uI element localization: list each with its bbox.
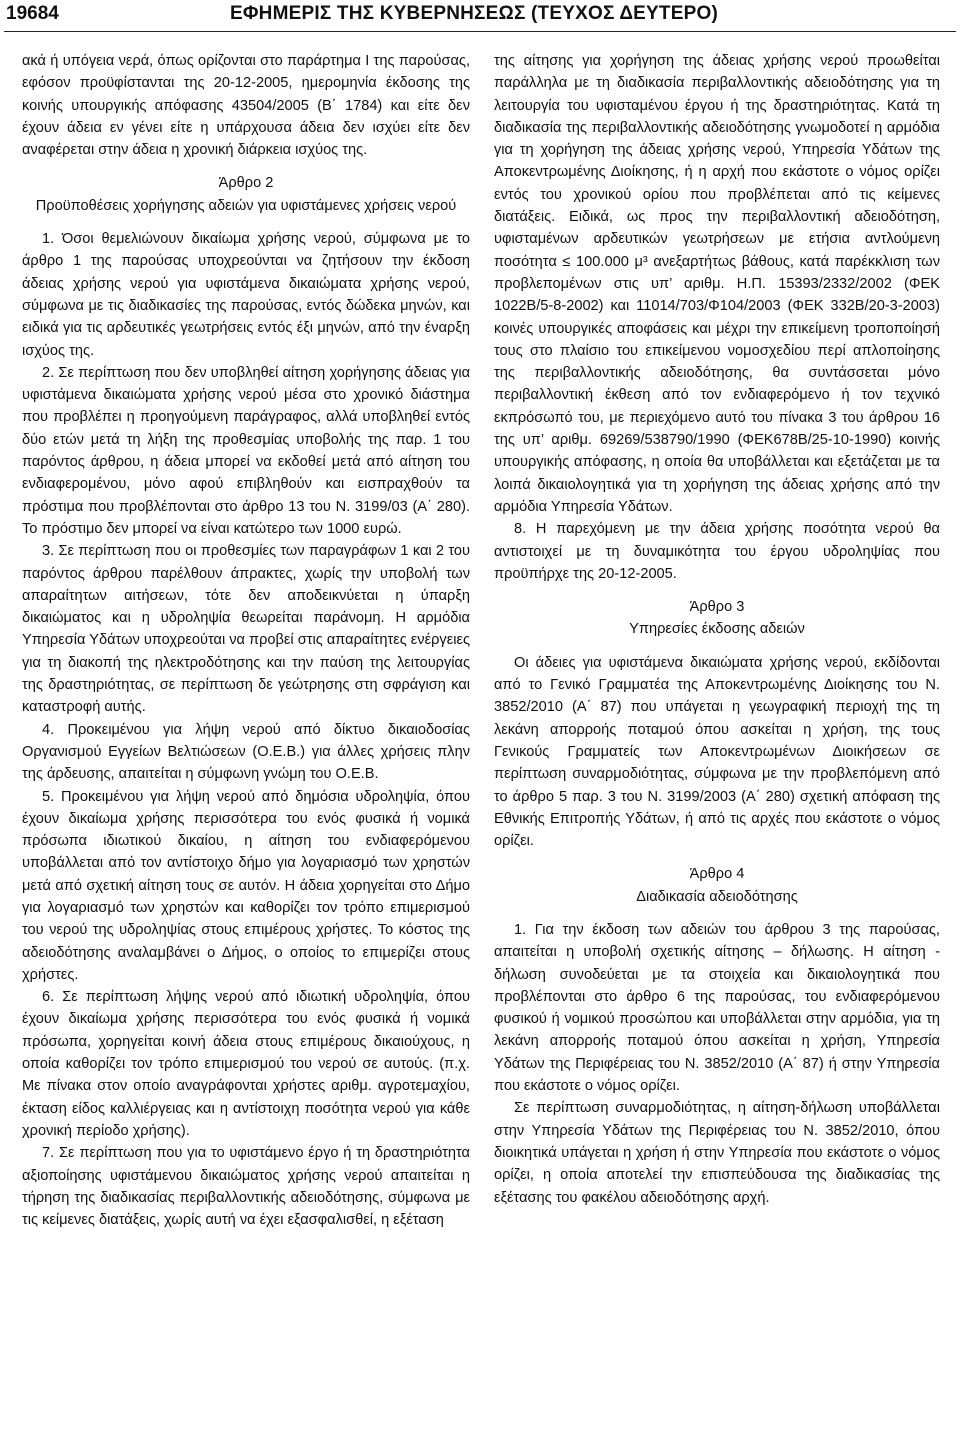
page-header [0, 0, 960, 28]
paragraph-intro: ακά ή υπόγεια νερά, όπως ορίζονται στο παράρτημα Ι της παρούσας, εφόσον προϋφίστανται της 20-12-2005, ημερομηνία έκδοσης της κοινής υπουργικής απόφασης 43504/2005 (Β΄ 1784) και είτε δεν έχουν άδεια εν γένει είτε η υπάρχουσα άδεια δεν ισχύει είτε δεν αναφέρεται στην άδεια η χρονική διάρκεια ισχύος της. [22, 53, 470, 159]
article-2-title: Προϋποθέσεις χορήγησης αδειών για υφιστάμενες χρήσεις νερού [35, 197, 457, 214]
article-2-paragraph-7-end: της αίτησης για χορήγηση της άδειας χρήσης νερού προωθείται παράλληλα με τη διαδικασία περιβαλλοντικής αδειοδότησης για τη λειτουργία του υφισταμένου έργου ή της δραστηριότητας. Κατά τη διαδικασία της περιβαλλοντικής αδειοδότησης γνωμοδοτεί η αρμόδια για τη χορήγηση της άδειας χρήσης νερού, Υπηρεσία Υδάτων της Αποκεντρωμένης Διοίκησης, ή η αρχή που εκάστοτε ο νόμος ορίζει εντός του χρονικού ορίου που προβλέπεται από τις κείμενες διατάξεις. Ειδικά, ως προς την περιβαλλοντική αδειοδότηση, υφισταμένων αρδευτικών γεωτρήσεων με ετήσια αντλούμενη ποσότητα ≤ 100.000 μ³ ανεξαρτήτως βάθους, κατά παρέκκλιση των προβλεπομένων στις υπ’ αριθμ. Η.Π. 15393/2332/2002 (ΦΕΚ 1022Β/5-8-2002) και 11014/703/Φ104/2003 (ΦΕΚ 332Β/20-3-2003) κοινές υπουργικές αποφάσεις και μέχρι την επικείμενη τροποποίησή τους στο πλαίσιο του επικείμενου νομοσχεδίου περί απλοποίησης της περιβαλλοντικής αδειοδότησης, θα συντάσσεται μόνο περιβαλλοντική έκθεση από τον ενδιαφερόμενο ή τον τεχνικό εκπρόσωπό του, με περιεχόμενο αυτό του πίνακα 3 του άρθρου 16 της υπ’ αριθμ. 69269/538790/1990 (ΦΕΚ678Β/25-10-1990) κοινής υπουργικής απόφασης, η οποία θα υποβάλλεται και εξετάζεται με τα λοιπά δικαιολογητικά για τη χορήγηση της άδειας χρήσης από την αρμόδια Υπηρεσία Υδάτων. [494, 53, 940, 515]
article-2-paragraph-1: 1. Όσοι θεμελιώνουν δικαίωμα χρήσης νερού, σύμφωνα με το άρθρο 1 της παρούσας υποχρεούνται να ζητήσουν την έκδοση άδειας χρήσης νερού για υφιστάμενα δικαιώματα χρήσης νερού, σύμφωνα με τις διαδικασίες της παρούσας, εντός δώδεκα μηνών, και ειδικά για τις αρδευτικές γεωτρήσεις εντός έξι μηνών, από την έναρξη ισχύος της. [22, 231, 470, 359]
header-rule [4, 31, 956, 32]
article-2-number: Άρθρο 2 [218, 175, 274, 192]
journal-title: ΕΦΗΜΕΡΙΣ ΤΗΣ ΚΥΒΕΡΝΗΣΕΩΣ (ΤΕΥΧΟΣ ΔΕΥΤΕΡΟ) [230, 3, 718, 24]
page-number: 19684 [6, 3, 59, 24]
article-4-paragraph-1: 1. Για την έκδοση των αδειών του άρθρου 3 της παρούσας, απαιτείται η υποβολή σχετικής αίτησης – δήλωσης. Η αίτηση - δήλωση συνοδεύεται με τα στοιχεία και δικαιολογητικά που προβλέπονται στο άρθρο 6 της παρούσας, του ενδιαφερόμενου φυσικού ή νομικού προσώπου και υποβάλλεται στην αρμόδια, για τη λεκάνη απορροής ποταμού όπου ασκείται η χρήση, Υπηρεσία Υδάτων της Περιφέρειας του Ν. 3852/2010 (Α΄ 87) ή στην Υπηρεσία που εκάστοτε ο νόμος ορίζει. [494, 921, 940, 1095]
article-3-number: Άρθρο 3 [689, 599, 745, 616]
article-4-title: Διαδικασία αδειοδότησης [636, 888, 798, 905]
article-2-paragraph-5: 5. Προκειμένου για λήψη νερού από δημόσια υδροληψία, όπου έχουν δικαίωμα χρήσης περισσότερα του ενός φυσικά ή νομικά πρόσωπα ιδιωτικού δικαίου, η αίτηση του ενδιαφερόμενου υποβάλλεται από τον αντίστοιχο δήμο για λογαριασμό των χρηστών μετά από σχετική αίτηση τους σε αυτόν. Η άδεια χορηγείται στο Δήμο για λογαριασμό των χρηστών και καθορίζει τον τρόπο επιμερισμού του νερού της υδροληψίας στους επιμέρους χρήστες. Το κόστος της αδειοδότησης αναλαμβάνει ο Δήμος, ο οποίος το επιμερίζει στους χρήστες. [22, 788, 470, 983]
article-4-paragraph-2: Σε περίπτωση συναρμοδιότητας, η αίτηση-δήλωση υποβάλλεται στην Υπηρεσία Υδάτων της Περιφέρειας του Ν. 3852/2010, όπου διοικητικά υπάγεται η χρήση ή στην Υπηρεσία που εκάστοτε ο νόμος ορίζει, η οποία αποτελεί την επισπεύδουσα της διαδικασίας της εξέτασης του φακέλου αδειοδότησης αρχή. [494, 1100, 940, 1206]
article-2-heading [22, 172, 470, 217]
article-4-number: Άρθρο 4 [689, 866, 745, 883]
article-2-paragraph-7-start: 7. Σε περίπτωση που για το υφιστάμενο έργο ή τη δραστηριότητα αξιοποίησης υφιστάμενου δικαιώματος χρήσης νερού απαιτείται η τήρηση της διαδικασίας περιβαλλοντικής αδειοδότησης, σύμφωνα με τις κείμενες διατάξεις, χωρίς αυτή να έχει εξασφαλισθεί, η εξέταση [22, 1145, 470, 1229]
article-3-paragraph-1: Οι άδειες για υφιστάμενα δικαιώματα χρήσης νερού, εκδίδονται από το Γενικό Γραμματέα της Αποκεντρωμένης Διοίκησης του Ν. 3852/2010 (Α΄ 87) που υπάγεται η γεωγραφική περιοχή της τη λεκάνη απορροής ποταμού όπου ασκείται η χρήση, της τους Γενικούς Γραμματείς των Αποκεντρωμένων Διοικήσεων σε περίπτωση συναρμοδιότητας, σύμφωνα με την προβλεπόμενη από το άρθρο 5 παρ. 3 του Ν. 3199/2003 (Α΄ 280) σχετική απόφαση της Εθνικής Επιτροπής Υδάτων, ή από τις αρχές που εκάστοτε ο νόμος ορίζει. [494, 654, 940, 850]
left-column [22, 50, 470, 1231]
article-3-title: Υπηρεσίες έκδοσης αδειών [629, 621, 805, 638]
article-2-paragraph-4: 4. Προκειμένου για λήψη νερού από δίκτυο δικαιοδοσίας Οργανισμού Εγγείων Βελτιώσεων (Ο.Ε.Β.) για άλλες χρήσεις πλην της άρδευσης, απαιτείται η σύμφωνη γνώμη του Ο.Ε.Β. [22, 721, 470, 783]
article-2-paragraph-3: 3. Σε περίπτωση που οι προθεσμίες των παραγράφων 1 και 2 του παρόντος άρθρου παρέλθουν άπρακτες, χωρίς την υποβολή των απαραίτητων αιτήσεων, τότε δεν αποδεικνύεται η ύπαρξη δικαιώματος και η υδροληψία θεωρείται παράνομη. Η αρμόδια Υπηρεσία Υδάτων υποχρεούται να προβεί στις απαραίτητες ενέργειες για τη διακοπή της ηλεκτροδότησης και την παύση της λειτουργίας της δραστηριότητας, σε περίπτωση δε γεώτρησης στη σφράγιση και καταστροφή αυτής. [22, 543, 470, 716]
article-4-heading [494, 863, 940, 908]
article-2-paragraph-8: 8. Η παρεχόμενη με την άδεια χρήσης ποσότητα νερού θα αντιστοιχεί με τη δυναμικότητα του έργου υδροληψίας που προϋπήρχε της 20-12-2005. [494, 521, 940, 582]
article-3-heading [494, 596, 940, 641]
right-column [494, 50, 940, 1209]
article-2-paragraph-6: 6. Σε περίπτωση λήψης νερού από ιδιωτική υδροληψία, όπου έχουν δικαίωμα χρήσης περισσότερα του ενός φυσικά ή νομικά πρόσωπα, χορηγείται κοινή άδεια στους επιμέρους δικαιούχους, η οποία καθορίζει τον τρόπο επιμερισμού του νερού σε αυτούς. (π.χ. Με πίνακα στον οποίο αναγράφονται χρήστες αριθμ. αγροτεμαχίου, έκταση είδος καλλιέργειας και η αντίστοιχη ποσότητα νερού για κάθε χρονική περίοδο χρήσης). [22, 989, 470, 1139]
article-2-paragraph-2: 2. Σε περίπτωση που δεν υποβληθεί αίτηση χορήγησης άδειας για υφιστάμενα δικαιώματα χρήσης νερού μέσα στο χρονικό διάστημα που προβλέπει η προηγούμενη παράγραφος, αλλά υποβληθεί εντός δύο ετών μετά τη λήξη της προθεσμίας υποβολής της παρ. 1 του παρόντος άρθρου, η άδεια μπορεί να εκδοθεί μετά από αίτηση του ενδιαφερομένου, μόνο αφού επιβληθούν και εισπραχθούν τα πρόστιμα που προβλέπονται στο άρθρο 13 του Ν. 3199/03 (Α΄ 280). Το πρόστιμο δεν μπορεί να είναι κατώτερο των 1000 ευρώ. [22, 364, 470, 537]
